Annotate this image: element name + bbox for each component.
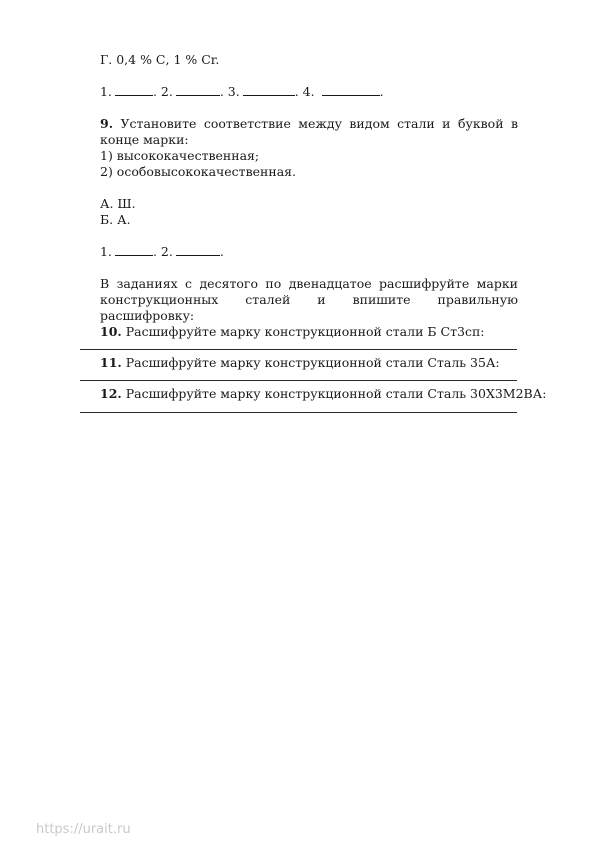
question-12 bbox=[100, 386, 546, 402]
watermark: https://urait.ru bbox=[36, 822, 131, 837]
q9-item-1: 1) высококачественная; bbox=[100, 148, 260, 163]
question-11 bbox=[100, 355, 500, 371]
answer-label-1: 1. bbox=[100, 244, 112, 259]
answer-blank-1[interactable] bbox=[115, 244, 153, 256]
answer-blank-1[interactable] bbox=[115, 84, 153, 96]
question-number: 12. bbox=[100, 386, 122, 401]
question-text: Установите соответствие между видом стали и буквой в конце марки: bbox=[100, 116, 518, 147]
question-text: Расшифруйте марку конструкционной стали Б Ст3сп: bbox=[125, 324, 485, 339]
question-number: 9. bbox=[100, 116, 114, 131]
answer-line-12[interactable] bbox=[80, 412, 517, 413]
answer-blanks-q9 bbox=[100, 244, 224, 260]
answer-label-2: . 2. bbox=[152, 244, 173, 259]
answer-blank-2[interactable] bbox=[176, 84, 220, 96]
q9-option-b: Б. А. bbox=[100, 212, 131, 227]
answer-label-3: . 3. bbox=[219, 84, 240, 99]
question-number: 11. bbox=[100, 355, 122, 370]
answer-end-2: . bbox=[219, 244, 224, 259]
question-text: Расшифруйте марку конструкционной стали Сталь 30Х3М2ВА: bbox=[125, 386, 547, 401]
answer-label-4: . 4. bbox=[294, 84, 315, 99]
answer-blank-4[interactable] bbox=[322, 84, 380, 96]
answer-line-10[interactable] bbox=[80, 349, 517, 350]
answer-blank-3[interactable] bbox=[243, 84, 295, 96]
answer-end-4: . bbox=[379, 84, 384, 99]
q9-option-a: А. Ш. bbox=[100, 196, 136, 211]
question-text: Расшифруйте марку конструкционной стали Сталь 35А: bbox=[125, 355, 500, 370]
answer-label-2: . 2. bbox=[152, 84, 173, 99]
answer-blank-2[interactable] bbox=[176, 244, 220, 256]
q9-item-2: 2) особовысококачественная. bbox=[100, 164, 297, 179]
question-10 bbox=[100, 324, 485, 340]
option-g: Г. 0,4 % С, 1 % Cr. bbox=[100, 52, 220, 67]
tasks-intro: В заданиях с десятого по двенадцатое расшифруйте марки конструкционных сталей и впишите правильную расшифровку: bbox=[100, 276, 518, 323]
answer-line-11[interactable] bbox=[80, 380, 517, 381]
answer-blanks-q8 bbox=[100, 84, 384, 100]
answer-label-1: 1. bbox=[100, 84, 112, 99]
question-number: 10. bbox=[100, 324, 122, 339]
question-9 bbox=[100, 116, 518, 148]
